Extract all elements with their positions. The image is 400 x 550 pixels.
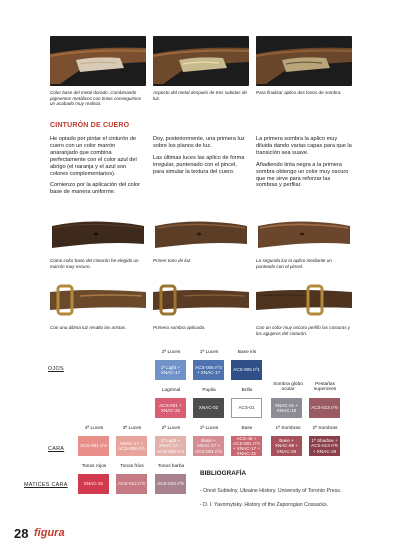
bibliography-item-2: - D. I. Yavornytsky. History of the Zaporogian Cossacks. — [200, 502, 329, 508]
cara-swatch-3-text: 1ª Light + XNAC-17 + ACS-005 nº4 — [157, 438, 184, 454]
cara-top-swatch-1-text: ACS-001 + XNAC-31 — [159, 402, 182, 413]
ojos-swatch-2-text: ACS-005 nº3 + XNAC-17 — [195, 364, 222, 375]
cara-header-4: 1ª Luces — [199, 426, 219, 431]
matices-row-label: MATICES CARA — [24, 482, 68, 488]
cara-swatch-1-text: ACS-001 nº4 — [80, 443, 107, 449]
col2-paragraph-1: Doy, posteriormente, una primera luz sobre los planos de luz. — [153, 136, 245, 149]
belt-caption-6: Con un color muy oscuro perfilo las costuras y los agujeros del cinturón. — [256, 325, 351, 336]
photo-belt-1 — [50, 214, 146, 254]
bibliography-item-1: - Orest Subtelny. Ukraine History. University of Toronto Press. — [200, 488, 342, 494]
cara-header-6: 1ª Sombras — [275, 426, 301, 431]
cara-top-header-5: Pestañas superiores — [313, 382, 337, 393]
ojos-swatch-3 — [231, 360, 262, 380]
photo-belt-6 — [256, 278, 352, 320]
bibliography-title: BIBLIOGRAFÍA — [200, 470, 247, 477]
cara-top-header-4: Sombra globo ocular — [273, 382, 303, 393]
cara-header-7: 2ª Sombras — [312, 426, 338, 431]
belt-caption-1: Como color base del cinturón he elegido un marrón muy oscuro. — [50, 258, 139, 269]
ojos-header-2: 1ª Luces — [199, 350, 219, 355]
cara-row-label: CARA — [48, 446, 65, 452]
section-title: CINTURÓN DE CUERO — [50, 122, 130, 129]
cara-swatch-7-text: 1ª Shadow + ACS-013 nº6 + XNAC-29 — [311, 438, 338, 454]
col3-paragraph-2: Añadiendo tinta negra a la primera sombra obtengo un color muy oscuro que me sirve para reforzar las sombras y perfilar. — [256, 161, 349, 189]
text-column-1 — [50, 136, 142, 201]
cara-header-1: 4ª Luces — [84, 426, 104, 431]
col1-paragraph-1: He optado por pintar el cinturón de cuero con un color marrón anaranjado que combina perfectamente con el color azul del abrigo (el naranja y el azul son colores complementarios). — [50, 136, 137, 177]
cara-top-header-1: Lagrimal — [161, 388, 181, 393]
cara-swatch-7 — [309, 436, 340, 456]
ojos-swatch-1 — [155, 360, 186, 380]
photo-caption-2: Aspecto del metal después de tres subidas de luz. — [153, 90, 247, 101]
cara-header-3: 2ª Luces — [161, 426, 181, 431]
cara-top-swatch-5 — [309, 398, 340, 418]
cara-top-swatch-3 — [231, 398, 262, 418]
belt-caption-3: La segunda luz la aplico mediante un punteado con el pincel. — [256, 258, 332, 269]
photo-belt-4 — [50, 278, 146, 320]
matices-swatch-3-text: ACS-010 nº5 — [157, 481, 184, 487]
cara-top-swatch-4-text: XNAC-01 + XNAC-18 — [274, 402, 299, 413]
belt-caption-4: Con una última luz resalto las aristas. — [50, 325, 127, 330]
cara-top-swatch-4 — [271, 398, 302, 418]
cara-top-swatch-3-text: ACS-01 — [238, 405, 255, 411]
cara-swatch-2-text: XNAC-17 + ACS-005 nº4 — [118, 440, 145, 451]
cara-swatch-1 — [78, 436, 109, 456]
page-number: 28 — [14, 526, 29, 541]
cara-swatch-5-text: ACS-45 + ACS-001 nº4 + XNAC-17 + XNAC-31 — [232, 435, 261, 457]
photo-caption-3: Para finalizar aplico dos tonos de sombra. — [256, 90, 342, 95]
cara-top-swatch-2 — [193, 398, 224, 418]
matices-header-2: Tonos fríos — [120, 464, 144, 469]
col1-paragraph-2: Comienzo por la aplicación del color base de manera uniforme. — [50, 182, 140, 196]
cara-swatch-4-text: Base + XNAC-17 + ACS-001 nº4 — [195, 438, 222, 454]
matices-swatch-1-text: XNAC-31 — [83, 481, 104, 487]
matices-swatch-1 — [78, 474, 109, 494]
photo-belt-5 — [153, 278, 249, 320]
photo-pistol-2 — [153, 36, 249, 86]
text-column-3 — [256, 136, 352, 194]
cara-swatch-6-text: Base + XNAC-88 + XNAC-29 — [274, 438, 299, 454]
cara-top-swatch-1 — [155, 398, 186, 418]
photo-belt-2 — [153, 214, 249, 254]
cara-top-swatch-5-text: ACS-013 nº6 — [311, 405, 338, 411]
photo-pistol-3 — [256, 36, 352, 86]
magazine-logo: figura — [34, 527, 65, 539]
photo-belt-3 — [256, 214, 352, 254]
ojos-swatch-3-text: ACS-005 nº1 — [233, 367, 260, 373]
cara-header-2: 3ª Luces — [122, 426, 142, 431]
photo-caption-1: Color base del metal dorado. Combinando pigmentos metálicos con tintas conseguimos un acabado muy realista. — [50, 90, 142, 107]
matices-header-1: Tonos rojos — [81, 464, 107, 469]
belt-caption-5: Primera sombra aplicada. — [153, 325, 206, 330]
text-column-2 — [153, 136, 245, 181]
ojos-row-label: OJOS — [48, 366, 64, 372]
cara-swatch-6 — [271, 436, 302, 456]
matices-swatch-3 — [155, 474, 186, 494]
col2-paragraph-2: Las últimas luces las aplico de forma irregular, puntenado con el pincel, para simular la textura del cuero. — [153, 154, 245, 175]
ojos-swatch-2 — [193, 360, 224, 380]
ojos-header-3: Base iris — [237, 350, 257, 355]
ojos-swatch-1-text: 1ª Light + XNAC-17 — [160, 364, 181, 375]
col3-paragraph-1: La primera sombra la aplico muy diluida dando varias capas para que la transición sea suave. — [256, 136, 352, 156]
cara-top-swatch-2-text: XNAC-02 — [198, 405, 219, 411]
matices-swatch-2-text: ACS-012 nº3 — [118, 481, 145, 487]
cara-swatch-2 — [116, 436, 147, 456]
matices-swatch-2 — [116, 474, 147, 494]
cara-swatch-3 — [155, 436, 186, 456]
cara-top-header-2: Pupila — [202, 388, 216, 393]
photo-pistol-1 — [50, 36, 146, 86]
ojos-header-1: 2ª Luces — [161, 350, 181, 355]
cara-top-header-3: Brillo — [241, 388, 253, 393]
matices-header-3: Tonos barba — [157, 464, 185, 469]
belt-caption-2: Primer tono de luz. — [153, 258, 192, 263]
cara-swatch-5 — [231, 436, 262, 456]
cara-swatch-4 — [193, 436, 224, 456]
cara-header-5: Base — [241, 426, 253, 431]
